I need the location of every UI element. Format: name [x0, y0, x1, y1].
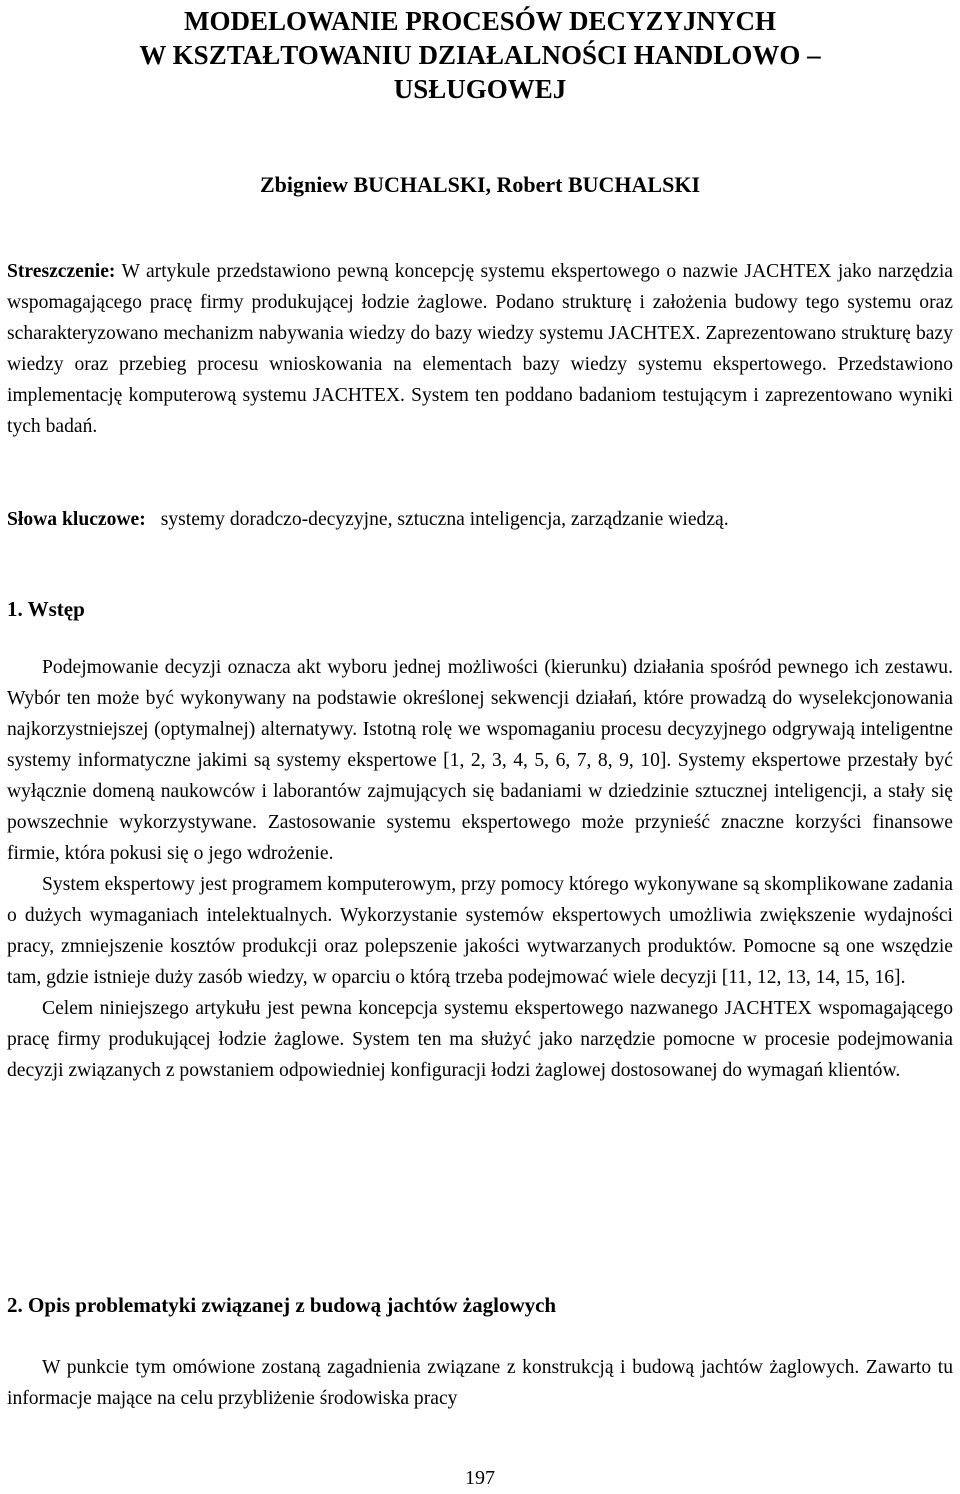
abstract	[7, 256, 953, 442]
authors: Zbigniew BUCHALSKI, Robert BUCHALSKI	[259, 172, 701, 197]
paragraph: W punkcie tym omówione zostaną zagadnienia związane z konstrukcją i budową jachtów żaglowych. Zawarto tu informacje mające na celu przybliżenie środowiska pracy	[7, 1357, 953, 1409]
keywords-label: Słowa kluczowe:	[7, 509, 146, 530]
paper-page	[7, 0, 953, 1489]
section-2-body	[7, 1352, 953, 1414]
abstract-text: W artykule przedstawiono pewną koncepcję systemu ekspertowego o nazwie JACHTEX jako narzędzia wspomagającego pracę firmy produkującej łodzie żaglowe. Podano strukturę i założenia budowy tego systemu oraz scharakteryzowano mechanizm nabywania wiedzy do bazy wiedzy systemu JACHTEX. Zaprezentowano strukturę bazy wiedzy oraz przebieg procesu wnioskowania na elementach bazy wiedzy systemu ekspertowego. Przedstawiono implementację komputerową systemu JACHTEX. System ten poddano badaniom testującym i zaprezentowano wyniki tych badań.	[7, 261, 953, 437]
title-line-3: USŁUGOWEJ	[393, 74, 567, 104]
keywords-text: systemy doradczo-decyzyjne, sztuczna inteligencja, zarządzanie wiedzą.	[160, 509, 729, 530]
page-number: 197	[465, 1467, 495, 1489]
section-1-body	[7, 652, 953, 1086]
paragraph: Podejmowanie decyzji oznacza akt wyboru jednej możliwości (kierunku) działania spośród pewnego ich zestawu. Wybór ten może być wykonywany na podstawie określonej sekwencji działań, które prowadzą do wyselekcjonowania najkorzystniejszej (optymalnej) alternatywy. Istotną rolę we wspomaganiu procesu decyzyjnego odgrywają inteligentne systemy informatyczne jakimi są systemy ekspertowe [1, 2, 3, 4, 5, 6, 7, 8, 9, 10]. Systemy ekspertowe przestały być wyłącznie domeną naukowców i laborantów zajmujących się badaniami w dziedzinie sztucznej inteligencji, a stały się powszechnie wykorzystywane. Zastosowanie systemu ekspertowego może przynieść znaczne korzyści finansowe firmie, która pokusi się o jego wdrożenie.	[7, 657, 953, 864]
title-line-1: MODELOWANIE PROCESÓW DECYZYJNYCH	[183, 6, 777, 36]
paragraph: System ekspertowy jest programem komputerowym, przy pomocy którego wykonywane są skomplikowane zadania o dużych wymaganiach intelektualnych. Wykorzystanie systemów ekspertowych umożliwia zwiększenie wydajności pracy, zmniejszenie kosztów produkcji oraz polepszenie jakości wytwarzanych produktów. Pomocne są one wszędzie tam, gdzie istnieje duży zasób wiedzy, w oparciu o którą trzeba podejmować wiele decyzji [11, 12, 13, 14, 15, 16].	[7, 874, 953, 988]
title-line-2: W KSZTAŁTOWANIU DZIAŁALNOŚCI HANDLOWO –	[139, 40, 821, 70]
section-2-heading: 2. Opis problematyki związanej z budową jachtów żaglowych	[7, 1293, 557, 1317]
abstract-label: Streszczenie:	[7, 261, 116, 282]
paper-title	[7, 0, 953, 106]
paragraph: Celem niniejszego artykułu jest pewna koncepcja systemu ekspertowego nazwanego JACHTEX wspomagającego pracę firmy produkującej łodzie żaglowe. System ten ma służyć jako narzędzie pomocne w procesie podejmowania decyzji związanych z powstaniem odpowiedniej konfiguracji łodzi żaglowej dostosowanej do wymagań klientów.	[7, 998, 953, 1081]
keywords	[7, 504, 953, 535]
section-1-heading: 1. Wstęp	[7, 597, 85, 621]
